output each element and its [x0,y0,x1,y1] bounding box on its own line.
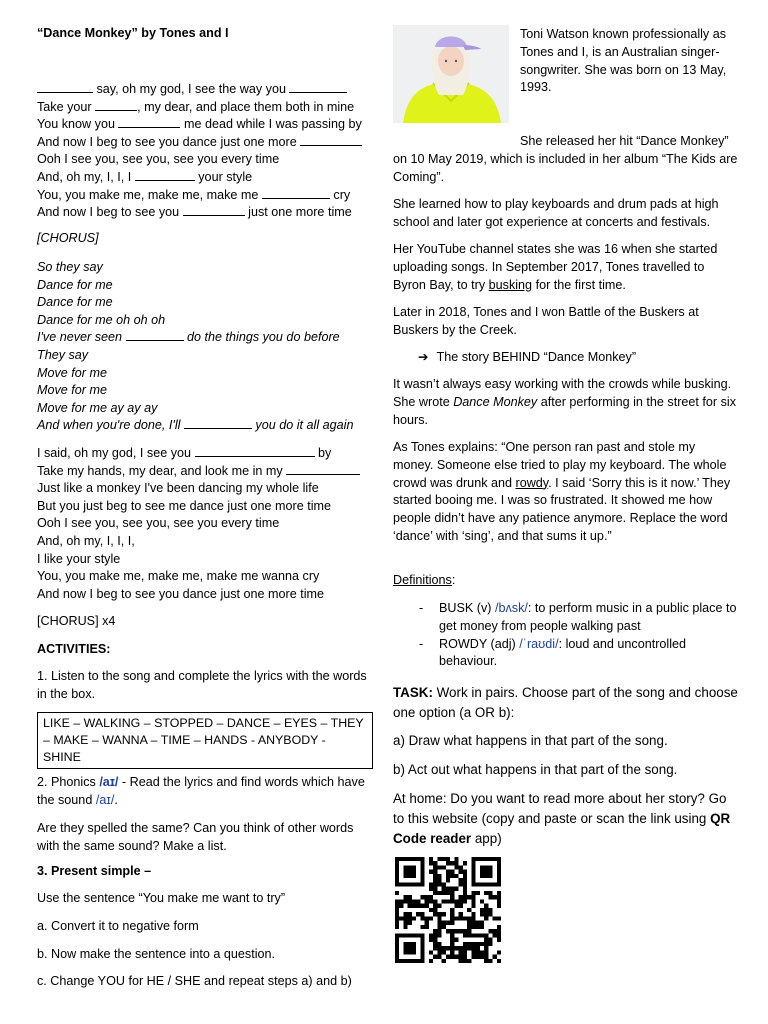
lyric-text: Move for me [37,365,107,380]
task-option-b: b) Act out what happens in that part of the song. [393,762,678,777]
song-name: Dance Monkey [453,394,538,409]
lyric-text: Take my hands, my dear, and look me in my [37,463,287,478]
ipa-pronunciation: /ˈraʊdi/ [519,636,559,651]
lyric-line [37,533,360,551]
lyric-line [37,568,360,586]
arrow-icon: ➔ [418,350,429,364]
lyric-line [37,134,362,152]
definitions-label: Definitions [393,573,452,587]
dash: - [419,636,424,651]
story-quote [393,439,738,546]
definitions-colon: : [451,573,456,587]
definition-text: : to perform music in a public place to get money from people walking past [439,601,737,633]
bio-youtube [393,241,738,294]
lyric-line [37,312,353,330]
bio-battle: Later in 2018, Tones and I won Battle of the Buskers at Buskers by the Creek. [393,305,699,337]
lyric-text: Move for me [37,383,107,398]
dash: - [419,601,424,615]
lyric-line [37,169,362,187]
lyric-line [37,294,353,312]
ipa-pronunciation: /bʌsk/ [494,601,528,615]
blank-line[interactable] [37,81,93,93]
lyric-text: I like your style [37,551,121,566]
task-option-a: a) Draw what happens in that part of the song. [393,733,668,748]
activity-three-a: a. Convert it to negative form [37,919,199,933]
lyric-text: So they say [37,260,103,274]
verse-one [37,81,362,222]
definition-word: ROWDY (adj) [439,636,520,651]
story-heading-row [418,349,636,364]
lyric-text: Ooh I see you, see you, see you every time [37,516,280,531]
definitions-list [393,600,738,671]
activity-three: 3. Present simple – [37,864,152,878]
activity-two-question: Are they spelled the same? Can you think of other words with the same sound? Make a list. [37,821,354,853]
blank-line[interactable] [126,329,184,341]
phonics-sound-2: /aɪ/ [95,792,115,807]
blank-line[interactable] [135,169,195,181]
lyric-line [37,463,360,481]
home-text-b: app) [471,831,502,846]
lyric-line [37,81,362,99]
activity-three-b: b. Now make the sentence into a question. [37,947,276,961]
lyric-line [37,515,360,533]
task-label: TASK: [393,685,433,700]
bio-intro: Toni Watson known professionally as Tones and I, is an Australian singer-songwriter. She was born on 13 May, 1993. [520,27,727,95]
activity-two-text-b: - Read the lyrics and find words which have the sound [37,775,365,807]
definitions-heading [393,573,455,587]
lyric-text: And now I beg to see you dance just one more time [37,586,325,601]
lyric-line [37,498,360,516]
artist-photo [393,25,509,123]
chorus-repeat: [CHORUS] x4 [37,614,116,628]
lyric-text: me dead while I was passing by [180,117,362,132]
lyric-line [37,204,362,222]
blank-line[interactable] [289,81,347,93]
lyric-line [37,151,362,169]
blank-line[interactable] [118,116,180,128]
blank-line[interactable] [262,187,330,199]
lyric-text: Dance for me [37,277,113,292]
definition-item [393,636,738,672]
lyric-line [37,400,353,418]
lyric-text: , my dear, and place them both in mine [137,99,355,114]
story-quote-end: . I said ‘Sorry this is it now.’ They started booing me. I was so frustrated. It showed me how people didn’t have any patience anymore. Replace the word ‘dance’ with ‘sing’, and that sums it up.” [393,475,731,543]
story-intro-text: It wasn’t always easy working with the crowds while busking. She wrote [393,377,732,409]
lyric-text: Dance for me [37,295,113,310]
lyric-line [37,116,362,134]
lyric-line [37,586,360,604]
lyric-line [37,382,353,400]
lyric-text: Ooh I see you, see you, see you every time [37,152,280,167]
blank-line[interactable] [183,204,245,216]
lyric-line [37,277,353,295]
lyric-text: I said, oh my god, I see you [37,446,195,460]
lyric-line [37,551,360,569]
lyric-text: They say [37,347,89,362]
lyric-line [37,417,353,435]
lyric-text: I've never seen [37,330,126,345]
home-text-a: At home: Do you want to read more about her story? Go to this website (copy and paste or scan the link using [393,791,727,826]
task-text: Work in pairs. Choose part of the song and choose one option (a OR b): [393,685,738,720]
verse-two [37,445,360,603]
task-block [393,683,738,723]
activities-heading: ACTIVITIES: [37,642,111,656]
story-intro [393,376,738,429]
blank-line[interactable] [195,445,315,457]
lyric-text: You know you [37,117,119,132]
blank-line[interactable] [95,99,137,111]
lyric-line [37,187,362,205]
lyric-text: say, oh my god, I see the way you [93,82,290,96]
lyric-line [37,480,360,498]
definition-item [393,600,738,636]
lyric-text: And now I beg to see you [37,205,183,220]
lyric-text: Take your [37,99,96,114]
rowdy-word: rowdy [515,475,549,490]
lyric-text: Dance for me oh oh oh [37,312,166,327]
word-box: LIKE – WALKING – STOPPED – DANCE – EYES – THEY – MAKE – WANNA – TIME – HANDS - ANYBODY - SHINE [37,712,373,769]
lyric-line [37,347,353,365]
lyric-line [37,259,353,277]
lyric-text: Move for me ay ay ay [37,400,158,415]
bio-youtube-text: Her YouTube channel states she was 16 when she started uploading songs. In September 2017, Tones travelled to Byron Bay, to try [393,242,718,292]
definition-text: : loud and uncontrolled behaviour. [439,636,687,669]
chorus-label: [CHORUS] [37,231,99,245]
lyric-text: do the things you do before [183,330,340,345]
lyric-text: And, oh my, I, I, I [37,169,135,184]
lyric-text: your style [194,169,253,184]
lyric-text: You, you make me, make me, make me [37,187,262,202]
bio-release: She released her hit “Dance Monkey” on 10 May 2019, which is included in her album “The Kids are Coming”. [393,134,738,184]
activity-three-use: Use the sentence “You make me want to try” [37,891,286,905]
blank-line[interactable] [184,417,252,429]
lyric-line [37,329,353,347]
activity-two-end: . [114,792,118,807]
lyric-line [37,365,353,383]
blank-line[interactable] [286,463,360,475]
lyric-text: And, oh my, I, I, I, [37,533,135,548]
lyric-text: And now I beg to see you dance just one more [37,134,301,149]
activity-three-c: c. Change YOU for HE / SHE and repeat steps a) and b) [37,974,352,988]
lyric-text: just one more time [244,205,352,220]
lyric-line [37,99,362,117]
home-text [393,789,738,849]
lyric-text: by [314,446,332,460]
activity-one: 1. Listen to the song and complete the lyrics with the words in the box. [37,669,367,701]
story-heading: The story BEHIND “Dance Monkey” [436,350,637,364]
story-intro-end: after performing in the street for six hours. [393,394,736,427]
worksheet-title: “Dance Monkey” by Tones and I [37,26,229,40]
chorus-lyrics [37,259,353,435]
busking-word: busking [488,277,533,292]
bio-youtube-end: for the first time. [532,277,626,292]
qr-reader-label: QR Code reader [393,811,731,846]
lyric-text: you do it all again [251,418,354,433]
activity-two [37,774,367,810]
lyric-line [37,445,360,463]
lyric-text: Just like a monkey I've been dancing my whole life [37,481,319,496]
qr-code[interactable] [395,857,501,963]
story-quote-text: As Tones explains: “One person ran past and stole my money. Someone else tried to play my keyboard. The whole crowd was drunk and [393,440,727,490]
definition-word: BUSK (v) [439,601,495,615]
blank-line[interactable] [300,134,362,146]
lyric-text: cry [329,187,351,202]
phonics-sound: /aɪ/ [99,775,119,789]
lyric-text: You, you make me, make me, make me wanna cry [37,569,320,584]
activity-two-text: 2. Phonics [37,775,100,789]
bio-learning: She learned how to play keyboards and drum pads at high school and later got experience at concerts and festivals. [393,197,719,229]
lyric-text: And when you're done, I'll [37,418,184,433]
lyric-text: But you just beg to see me dance just one more time [37,498,332,513]
